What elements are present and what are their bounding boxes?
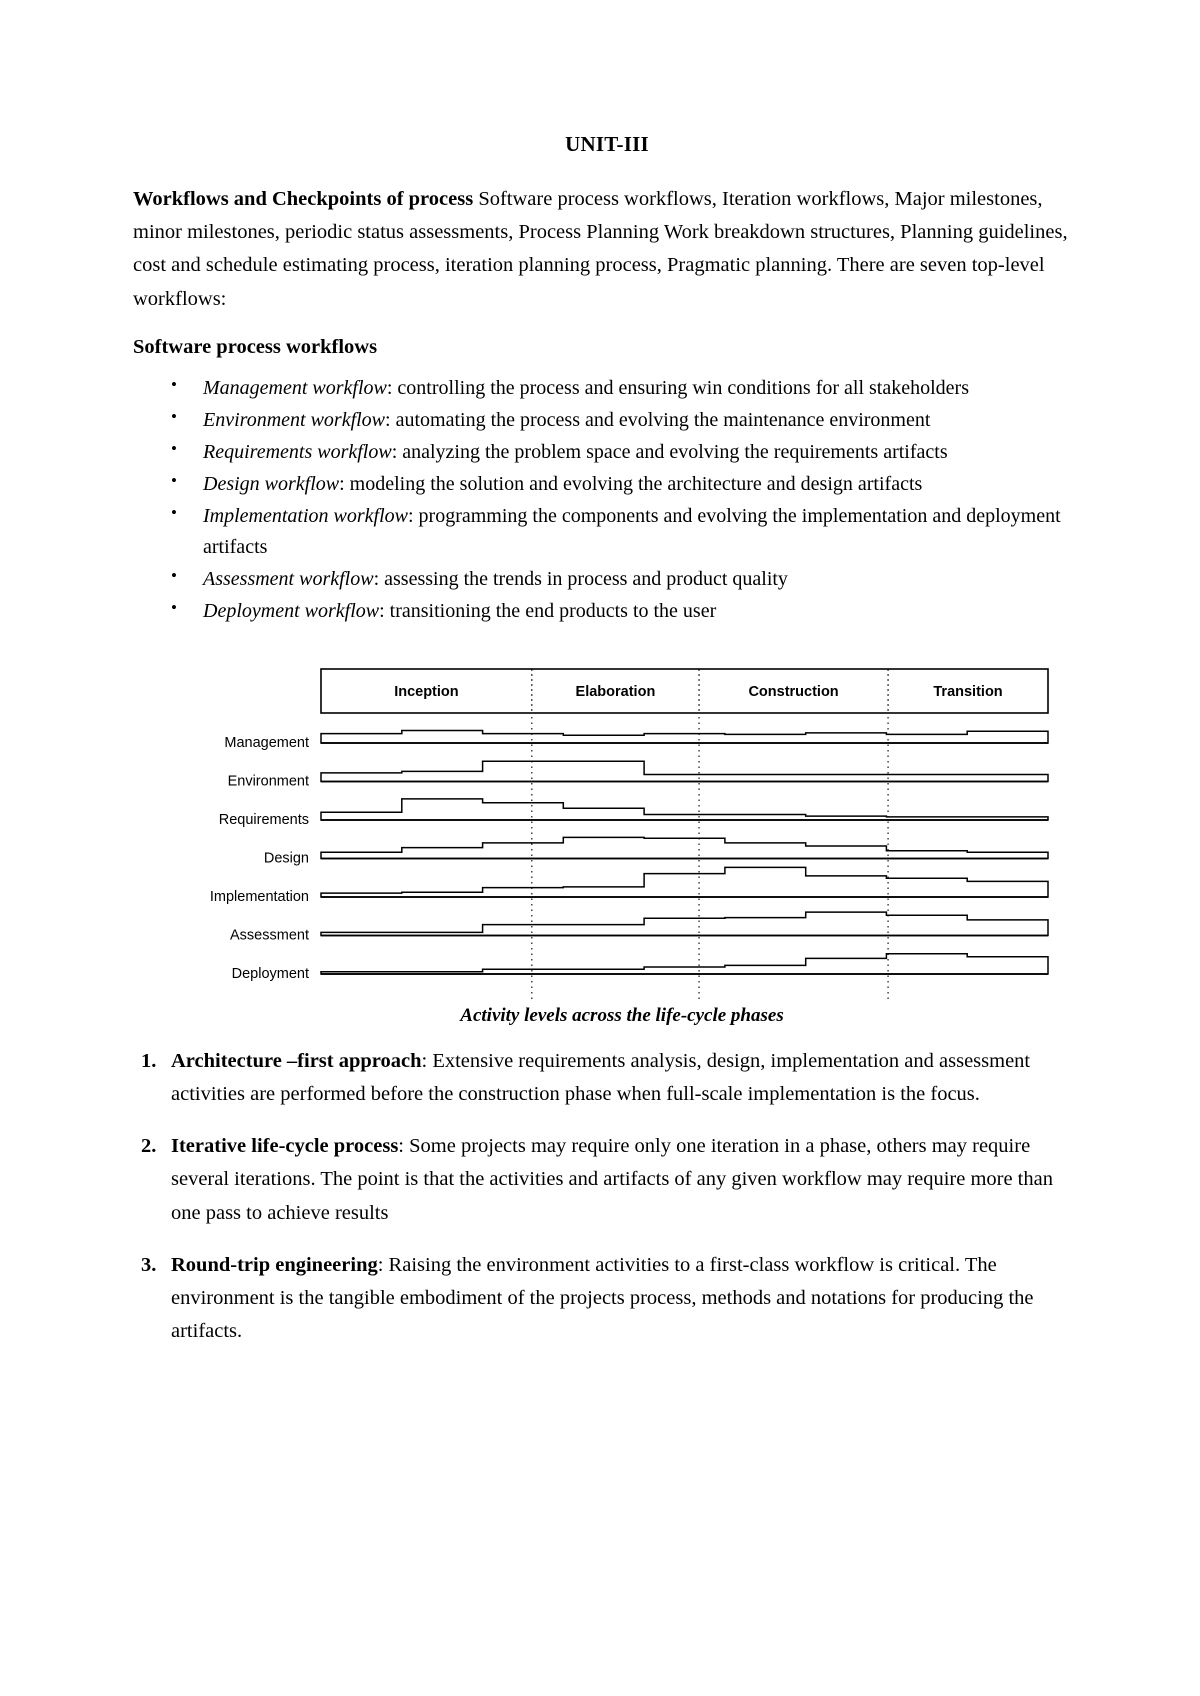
workflow-name: Environment workflow xyxy=(203,408,386,431)
workflow-name: Requirements workflow xyxy=(203,440,392,463)
bullet-icon: • xyxy=(171,374,177,394)
workflow-row-label: Implementation xyxy=(209,888,309,905)
workflow-name: Deployment workflow xyxy=(203,599,380,622)
item-title: Architecture –first approach xyxy=(171,1049,422,1072)
list-item xyxy=(133,1130,1071,1230)
page-title: UNIT-III xyxy=(565,132,649,156)
workflow-desc: : analyzing the problem space and evolving the requirements artifacts xyxy=(391,440,948,463)
intro-body: Software process workflows, Iteration workflows, Major milestones, minor milestones, periodic status assessments, Process Planning Work breakdown structures, Planning guidelines, cost and schedule estimating process, iteration planning process, Pragmatic planning. There are seven top-level workflows: xyxy=(133,188,1068,310)
item-number: 2. xyxy=(141,1135,157,1158)
item-number: 1. xyxy=(141,1049,157,1072)
workflow-row-label: Deployment xyxy=(231,965,309,982)
phase-label: Transition xyxy=(933,683,1003,700)
workflow-name: Implementation workflow xyxy=(203,504,408,527)
workflow-desc: : modeling the solution and evolving the architecture and design artifacts xyxy=(339,472,923,495)
list-item xyxy=(133,1045,1071,1111)
list-item xyxy=(165,596,1071,627)
item-title: Round-trip engineering xyxy=(171,1253,378,1276)
workflow-name: Design workflow xyxy=(203,472,340,495)
figure-caption: Activity levels across the life-cycle phases xyxy=(460,1004,784,1026)
workflow-list xyxy=(133,373,1071,627)
activity-profile xyxy=(321,761,1048,781)
workflow-desc: : controlling the process and ensuring win conditions for all stakeholders xyxy=(386,376,969,399)
activity-levels-figure xyxy=(133,661,1071,1009)
bullet-icon: • xyxy=(171,502,177,522)
key-points-list xyxy=(133,1045,1071,1349)
workflow-desc: : programming the components and evolving the implementation and deployment artifacts xyxy=(203,504,1061,558)
list-item xyxy=(165,501,1071,563)
workflow-name: Assessment workflow xyxy=(203,567,374,590)
list-item xyxy=(133,1249,1071,1349)
workflow-name: Management workflow xyxy=(203,376,387,399)
workflow-desc: : assessing the trends in process and product quality xyxy=(373,567,788,590)
workflow-row-label: Design xyxy=(263,850,309,867)
item-body: : Raising the environment activities to a first-class workflow is critical. The environment is the tangible embodiment of the projects process, methods and notations for producing the artifacts. xyxy=(171,1253,1034,1343)
activity-profile xyxy=(321,867,1048,897)
document-content xyxy=(133,132,1071,1367)
intro-lead: Workflows and Checkpoints of process xyxy=(133,188,474,210)
workflow-desc: : automating the process and evolving the maintenance environment xyxy=(385,408,931,431)
workflow-row-label: Requirements xyxy=(218,811,309,828)
bullet-icon: • xyxy=(171,470,177,490)
phase-label: Construction xyxy=(748,683,839,700)
section-heading: Software process workflows xyxy=(133,335,378,358)
activity-profile xyxy=(321,837,1048,858)
list-item xyxy=(165,437,1071,468)
workflow-row-label: Management xyxy=(224,734,309,751)
workflow-desc: : transitioning the end products to the user xyxy=(379,599,717,622)
phase-label: Inception xyxy=(394,683,459,700)
activity-profile xyxy=(321,912,1048,935)
list-item xyxy=(165,373,1071,404)
bullet-icon: • xyxy=(171,406,177,426)
list-item xyxy=(165,405,1071,436)
item-body: : Extensive requirements analysis, design, implementation and assessment activities are performed before the construction phase when full-scale implementation is the focus. xyxy=(171,1049,1031,1106)
activity-profile xyxy=(321,730,1048,743)
workflow-row-label: Environment xyxy=(227,773,309,790)
activity-profile xyxy=(321,799,1048,820)
activity-profile xyxy=(321,954,1048,974)
item-title: Iterative life-cycle process xyxy=(171,1135,399,1158)
list-item xyxy=(165,564,1071,595)
intro-paragraph xyxy=(133,183,1071,316)
list-item xyxy=(165,469,1071,500)
bullet-icon: • xyxy=(171,438,177,458)
bullet-icon: • xyxy=(171,565,177,585)
item-body: : Some projects may require only one iteration in a phase, others may require several iterations. The point is that the activities and artifacts of any given workflow may require more than one pass to achieve results xyxy=(171,1135,1053,1224)
item-number: 3. xyxy=(141,1253,157,1276)
activity-levels-chart xyxy=(133,661,1071,1009)
phase-label: Elaboration xyxy=(575,683,656,700)
workflow-row-label: Assessment xyxy=(230,927,309,944)
bullet-icon: • xyxy=(171,597,177,617)
